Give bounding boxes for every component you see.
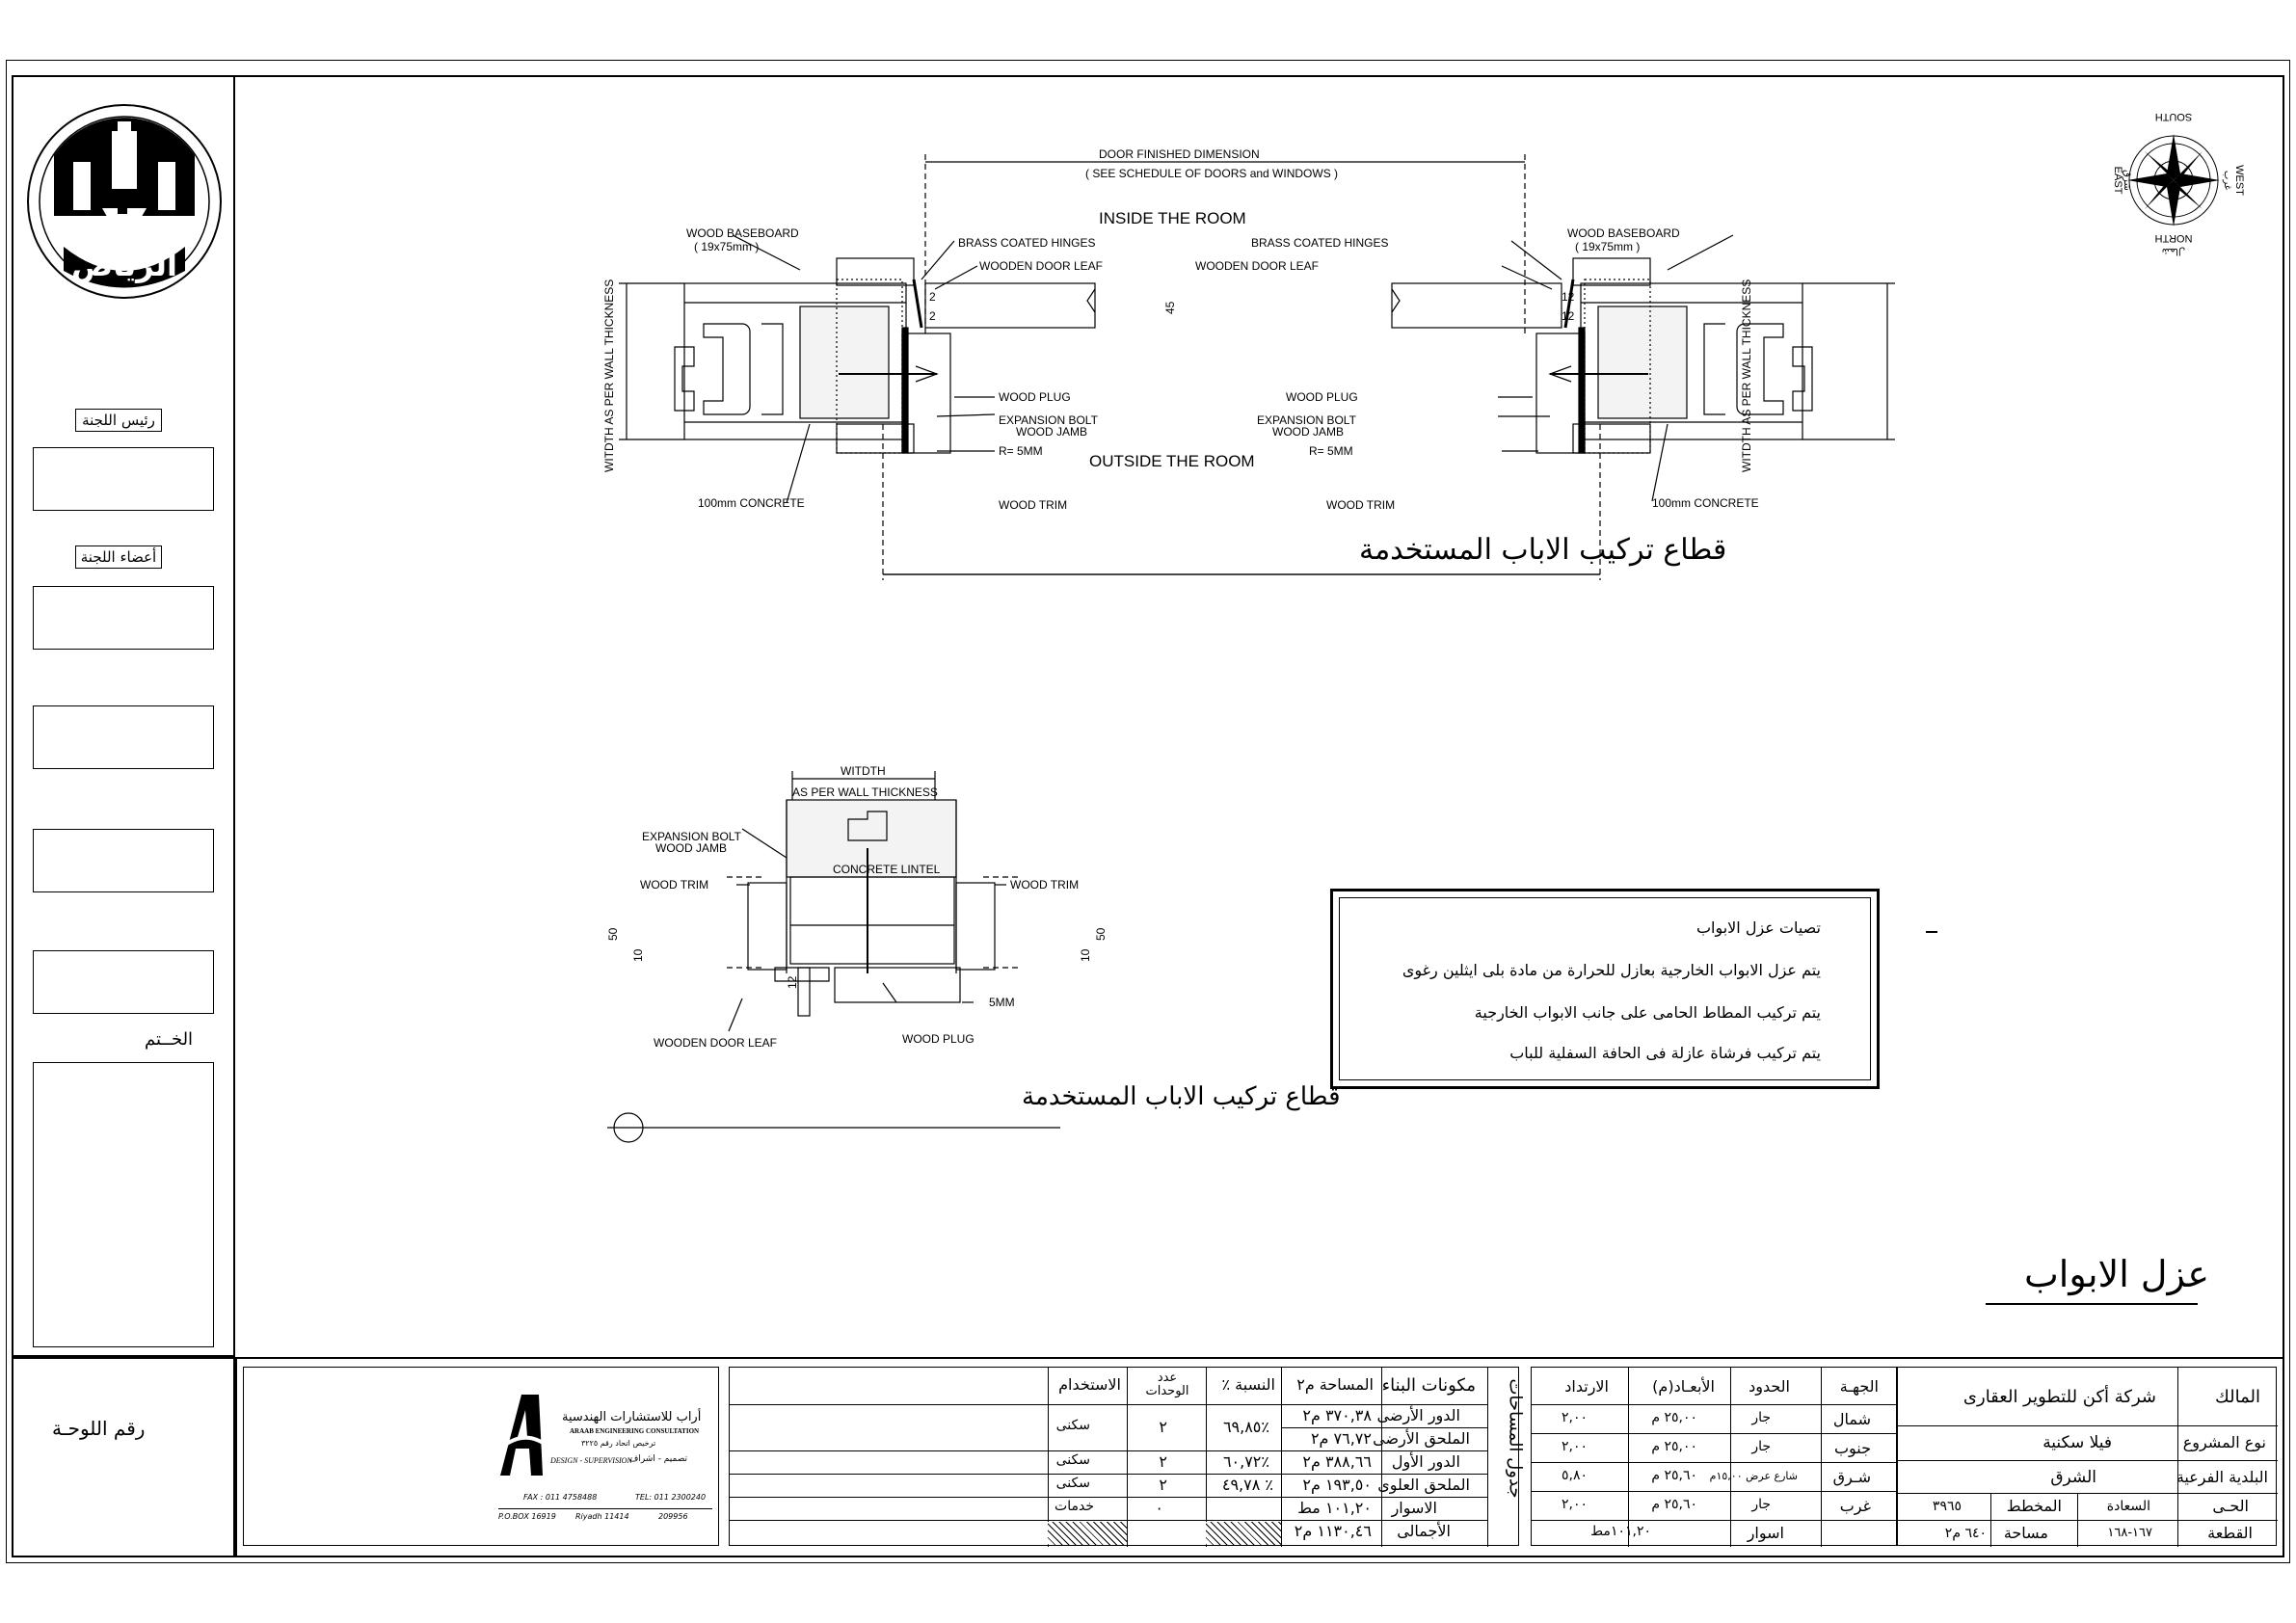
row-units: ٠ (1155, 1499, 1163, 1517)
committee-member-box (33, 829, 214, 892)
concrete-label: 100mm CONCRETE (698, 496, 805, 510)
committee-head-label: رئيس اللجنة (75, 409, 162, 432)
dim-12-label: 12 (1562, 290, 1575, 304)
dim-10-label: 10 (1079, 948, 1092, 962)
row-use: سكنى (1055, 1476, 1090, 1491)
wooden-door-leaf-label: WOODEN DOOR LEAF (1195, 259, 1320, 273)
wood-jamb-label: WOOD JAMB (1272, 425, 1344, 439)
fence-label: اسوار (1747, 1524, 1784, 1542)
row-component: الدور الأول (1391, 1452, 1460, 1471)
header-area: المساحة م٢ (1296, 1375, 1374, 1394)
row-dim: ٢٥,٠٠ م (1651, 1410, 1697, 1425)
header-dim: الأبعـاد(م) (1652, 1377, 1715, 1396)
hatch-cell (1206, 1522, 1281, 1545)
dim-2-label: 2 (929, 290, 936, 304)
row-setback: ٥,٨٠ (1561, 1468, 1588, 1483)
wood-plug-label: WOOD PLUG (902, 1032, 974, 1046)
riyadh-emblem-icon (25, 102, 224, 301)
district-label: الحـى (2212, 1497, 2249, 1515)
row-line (1898, 1520, 2278, 1521)
row-dir: شمال (1832, 1410, 1871, 1428)
plot-value: ١٦٧-١٦٨ (2107, 1526, 2152, 1540)
hatch-cell (1048, 1522, 1127, 1545)
araab-logo-icon (493, 1387, 550, 1483)
committee-head-box (33, 447, 214, 511)
notes-line: يتم تركيب المطاط الحامى على جانب الابواب الخارجية (1474, 1003, 1821, 1022)
office-block (243, 1367, 719, 1546)
sheet-number-label: رقم اللوحـة (52, 1417, 146, 1440)
compass-east-label: EAST (2112, 166, 2123, 195)
project-info-block (1897, 1367, 2277, 1546)
row-component: الاسوار (1391, 1499, 1437, 1517)
riyadh-label: Riyadh 11414 (575, 1512, 629, 1521)
expansion-bolt-label: EXPANSION BOLT (999, 413, 1098, 427)
as-per-wall-label: AS PER WALL THICKNESS (792, 785, 938, 799)
wood-jamb-label: WOOD JAMB (655, 841, 727, 855)
compass-north-label: NORTH (2154, 232, 2193, 244)
office-license: ترخيص اتحاد رقم ٣٢٢٥ (581, 1439, 656, 1448)
sheet-title: عزل الابواب (2024, 1253, 2210, 1295)
row-area: ١٩٣,٥٠ م٢ (1302, 1476, 1372, 1494)
row-use: سكنى (1055, 1418, 1090, 1433)
svg-text:الرياض: الرياض (71, 247, 177, 283)
project-type-label: نوع المشروع (2182, 1433, 2266, 1451)
col-line (1990, 1493, 1991, 1547)
row-line (1898, 1493, 2278, 1494)
municipality-value: الشرق (2050, 1468, 2096, 1487)
wood-plug-label: WOOD PLUG (1286, 390, 1358, 404)
cr-label: 209956 (658, 1512, 688, 1521)
outside-room-label: OUTSIDE THE ROOM (1089, 452, 1255, 470)
row-line (1532, 1404, 1898, 1405)
header-dir: الجهـة (1839, 1377, 1879, 1396)
wood-trim-label: WOOD TRIM (1326, 498, 1396, 512)
dim-12-label: 12 (1562, 309, 1575, 323)
wood-baseboard-label: WOOD BASEBOARD (686, 226, 799, 240)
notes-line: يتم تركيب فرشاة عازلة فى الحافة السفلية للباب (1509, 1044, 1821, 1062)
plan-value: ٣٩٦٥ (1932, 1499, 1962, 1514)
drawing2-title: قطاع تركيب الاباب المستخدمة (1022, 1082, 1341, 1111)
sheet-number-panel (12, 1357, 235, 1557)
wooden-door-leaf-label: WOODEN DOOR LEAF (654, 1036, 778, 1050)
tel-label: TEL: 011 2300240 (635, 1493, 707, 1502)
row-use: سكنى (1055, 1452, 1090, 1468)
row-border: شارع عرض ١٥,٠٠م (1709, 1470, 1798, 1482)
notes-line: يتم عزل الابواب الخارجية بعازل للحرارة من مادة بلى ايثلين رغوى (1402, 961, 1821, 979)
district-value: السعادة (2106, 1499, 2150, 1514)
row-line (730, 1497, 1487, 1498)
committee-member-box (33, 705, 214, 769)
stamp-label: الخــتم (145, 1029, 194, 1050)
expansion-bolt-label: EXPANSION BOLT (642, 830, 741, 843)
wood-trim-label: WOOD TRIM (1010, 878, 1080, 891)
row-border: جار (1751, 1497, 1771, 1512)
row-component: الأجمالى (1397, 1522, 1451, 1540)
row-line (1532, 1462, 1898, 1463)
area-label: مساحة (2003, 1524, 2048, 1542)
wood-jamb-label: WOOD JAMB (1016, 425, 1087, 439)
row-dir: جنوب (1833, 1439, 1871, 1457)
north-arrow-icon (2101, 108, 2246, 256)
row-area: ٣٨٨,٦٦ م٢ (1302, 1452, 1372, 1471)
door-finished-dimension-label: DOOR FINISHED DIMENSION (1099, 147, 1260, 161)
wall-thickness-label: WITDTH AS PER WALL THICKNESS (602, 279, 616, 472)
radius-label: R= 5MM (1309, 444, 1353, 458)
drawing1-title: قطاع تركيب الاباب المستخدمة (1359, 533, 1727, 567)
row-ratio: ٪٦٠,٧٢ (1222, 1452, 1269, 1471)
concrete-label: 100mm CONCRETE (1652, 496, 1759, 510)
fence-value: ١٠١,٢٠مط (1590, 1524, 1651, 1539)
door-head-section-drawing (606, 761, 1341, 1157)
compass-south-label: SOUTH (2154, 111, 2193, 122)
row-dim: ٢٥,٠٠ م (1651, 1439, 1697, 1454)
row-border: جار (1751, 1410, 1771, 1425)
row-setback: ٢,٠٠ (1561, 1439, 1588, 1454)
area-value: ٦٤٠ م٢ (1944, 1526, 1987, 1541)
wood-trim-label: WOOD TRIM (640, 878, 709, 891)
design-supervision-label: DESIGN - SUPERVISION (550, 1456, 632, 1465)
dash-mark (1926, 931, 1937, 933)
door-section-drawing (598, 145, 1909, 588)
row-use: خدمات (1055, 1499, 1094, 1514)
dim-12-label: 12 (786, 975, 799, 989)
row-line (1532, 1433, 1898, 1434)
row-line (1281, 1427, 1487, 1428)
row-component: الملحق الأرضى (1373, 1429, 1470, 1448)
dim-45-label: 45 (1163, 301, 1177, 314)
row-border: جار (1751, 1439, 1771, 1454)
row-ratio: ٪٦٩,٨٥ (1222, 1418, 1269, 1436)
expansion-bolt-label: EXPANSION BOLT (1257, 413, 1356, 427)
row-component: الدور الأرضى (1376, 1406, 1460, 1424)
row-area: ١٠١,٢٠ مط (1297, 1499, 1372, 1517)
col-line (2077, 1493, 2078, 1547)
office-bottom-rule (498, 1508, 712, 1509)
dim-10-label: 10 (631, 948, 645, 962)
radius-label: R= 5MM (999, 444, 1043, 458)
committee-member-box (33, 586, 214, 650)
row-line (1898, 1460, 2278, 1461)
wooden-door-leaf-label: WOODEN DOOR LEAF (979, 259, 1104, 273)
wood-trim-label: WOOD TRIM (999, 498, 1068, 512)
row-units: ٢ (1159, 1476, 1167, 1494)
row-area: ٧٦,٧٢ م٢ (1310, 1429, 1372, 1448)
wood-plug-label: WOOD PLUG (999, 390, 1071, 404)
row-area: ٣٧٠,٣٨ م٢ (1302, 1406, 1372, 1424)
stamp-box (33, 1062, 214, 1347)
compass-west-label: WEST (2233, 165, 2245, 196)
header-use: الاستخدام (1058, 1375, 1121, 1394)
row-units: ٢ (1159, 1452, 1167, 1471)
committee-member-box (33, 950, 214, 1014)
row-dim: ٢٥,٦٠ م (1651, 1468, 1697, 1483)
owner-label: المالك (2214, 1387, 2260, 1407)
notes-panel (1330, 889, 1880, 1089)
baseboard-size-label: ( 19x75mm ) (694, 240, 760, 253)
header-border: الحدود (1749, 1377, 1790, 1396)
compass-east-ar-label: شرق (2122, 170, 2132, 191)
municipality-label: البلدية الفرعية (2176, 1468, 2268, 1486)
see-schedule-label: ( SEE SCHEDULE OF DOORS and WINDOWS ) (1085, 167, 1339, 180)
office-name-ar: أراب للاستشارات الهندسية (562, 1410, 702, 1424)
five-mm-label: 5MM (989, 996, 1015, 1009)
row-line (1532, 1520, 1898, 1521)
row-setback: ٢,٠٠ (1561, 1497, 1588, 1512)
areas-table-vertical-title: جدول المساحات (1505, 1378, 1526, 1499)
concrete-lintel-label: CONCRETE LINTEL (833, 863, 941, 876)
row-setback: ٢,٠٠ (1561, 1410, 1588, 1425)
row-line (1532, 1491, 1898, 1492)
header-component: مكونات البناء (1381, 1375, 1476, 1396)
dim-2-label: 2 (929, 309, 936, 323)
row-line (730, 1474, 1487, 1475)
row-line (1898, 1425, 2278, 1426)
boundaries-table (1531, 1367, 1897, 1546)
compass-west-ar-label: غرب (2222, 170, 2232, 191)
wood-baseboard-label: WOOD BASEBOARD (1567, 226, 1680, 240)
plot-label: القطعة (2207, 1524, 2253, 1542)
header-setback: الارتداد (1564, 1377, 1609, 1396)
wall-thickness-label: WITDTH AS PER WALL THICKNESS (1740, 279, 1753, 472)
dim-50-label: 50 (606, 927, 620, 941)
row-dim: ٢٥,٦٠ م (1651, 1497, 1697, 1512)
col-line (1487, 1368, 1488, 1547)
row-line (730, 1404, 1487, 1405)
row-ratio: ٪ ٤٩,٧٨ (1221, 1476, 1273, 1494)
dim-50-label: 50 (1094, 927, 1108, 941)
compass-north-ar-label: شمال (2161, 246, 2186, 256)
brass-hinges-label: BRASS COATED HINGES (958, 236, 1096, 250)
sheet-title-underline (1986, 1303, 2198, 1305)
row-units: ٢ (1159, 1418, 1167, 1436)
row-line (730, 1450, 1487, 1451)
row-dir: غرب (1839, 1497, 1871, 1515)
brass-hinges-label: BRASS COATED HINGES (1251, 236, 1389, 250)
row-line (730, 1520, 1487, 1521)
office-name-en: ARAAB ENGINEERING CONSULTATION (570, 1427, 700, 1435)
design-ar-label: تصميم - اشراف (629, 1454, 688, 1464)
owner-value: شركة أكن للتطوير العقارى (1962, 1387, 2156, 1407)
fax-label: FAX : 011 4758488 (523, 1493, 598, 1502)
width-label: WITDTH (841, 764, 886, 778)
areas-table (729, 1367, 1526, 1546)
inside-room-label: INSIDE THE ROOM (1099, 209, 1246, 227)
header-ratio: النسبة ٪ (1221, 1375, 1275, 1394)
plan-label: المخطط (2006, 1497, 2062, 1515)
header-units: عدد الوحدات (1145, 1370, 1189, 1398)
row-component: الملحق العلوى (1377, 1476, 1470, 1494)
committee-members-label: أعضاء اللجنة (75, 545, 162, 569)
project-type-value: فيلا سكنية (2042, 1433, 2112, 1452)
baseboard-size-label: ( 19x75mm ) (1575, 240, 1641, 253)
pobox-label: P.O.BOX 16919 (498, 1512, 556, 1521)
notes-title: تصيات عزل الابواب (1695, 918, 1821, 937)
row-dir: شـرق (1832, 1468, 1871, 1486)
row-area: ١١٣٠,٤٦ م٢ (1294, 1522, 1372, 1540)
